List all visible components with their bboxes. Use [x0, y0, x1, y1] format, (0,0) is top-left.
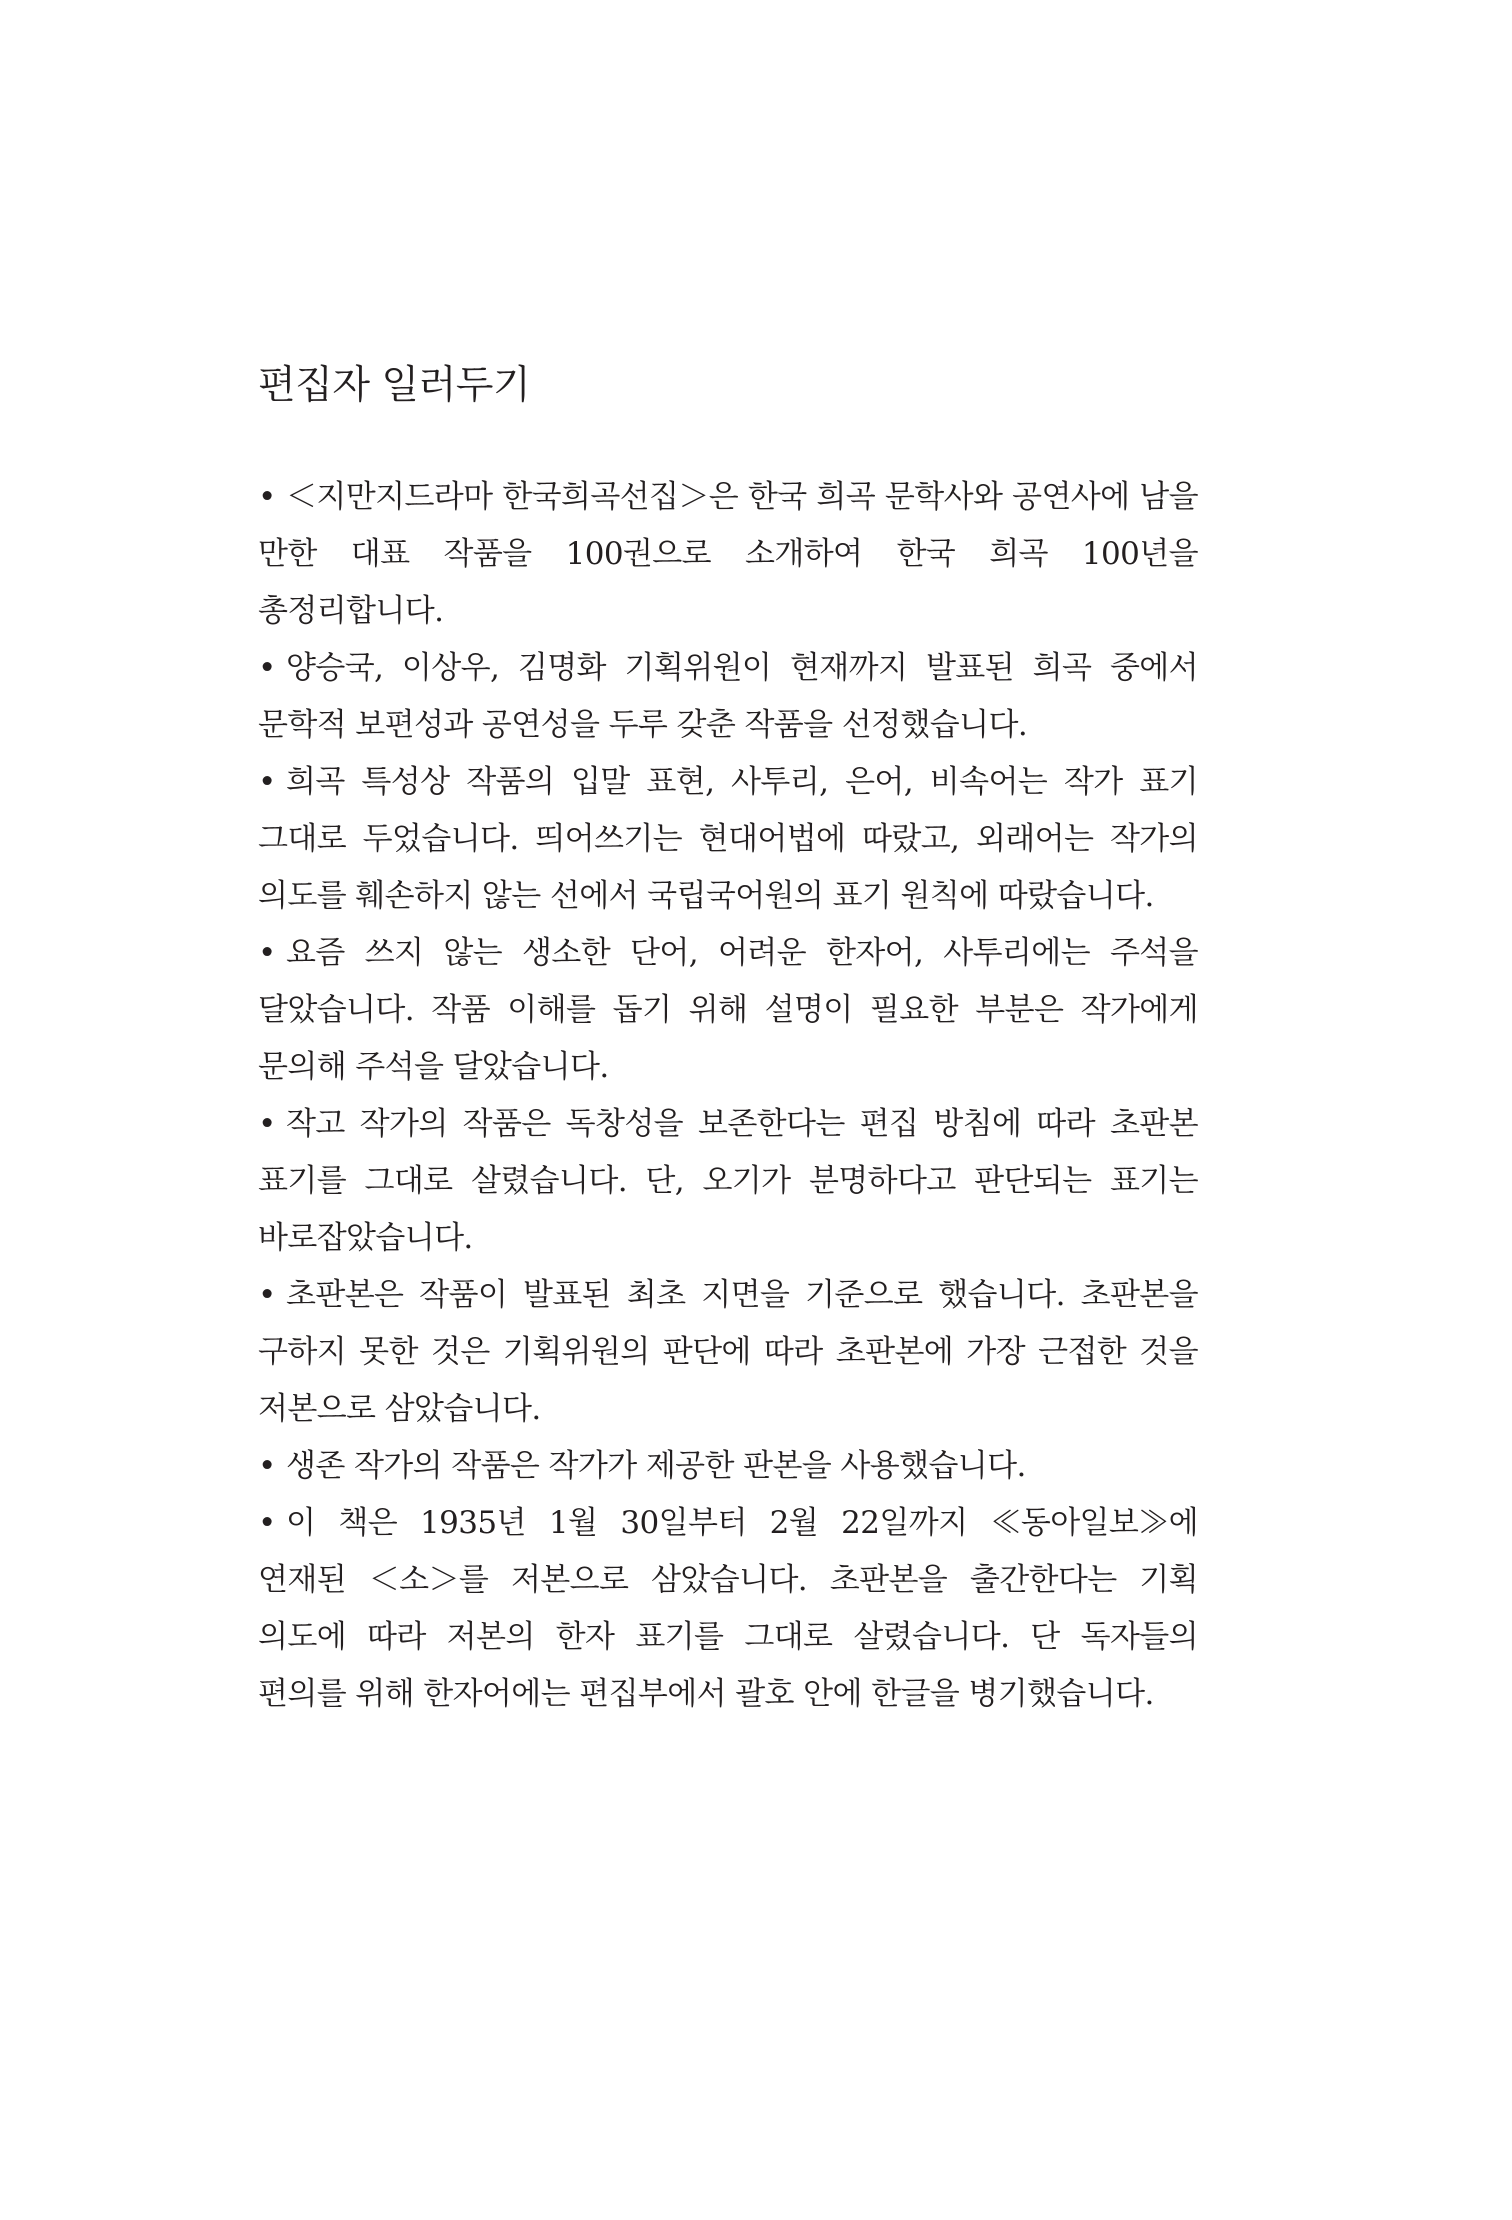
list-item — [258, 469, 1198, 640]
list-item — [258, 1267, 1198, 1438]
note-text: 요즘 쓰지 않는 생소한 단어, 어려운 한자어, 사투리에는 주석을 달았습니다. 작품 이해를 돕기 위해 설명이 필요한 부분은 작가에게 문의해 주석을 달았습니다. — [258, 935, 1198, 1085]
note-text: 생존 작가의 작품은 작가가 제공한 판본을 사용했습니다. — [286, 1448, 1026, 1484]
list-item — [258, 1438, 1198, 1495]
bullet-icon: • — [258, 935, 276, 971]
bullet-icon: • — [258, 650, 276, 686]
editor-notes-list — [258, 469, 1198, 1723]
list-item — [258, 754, 1198, 925]
note-text: 이 책은 1935년 1월 30일부터 2월 22일까지 ≪동아일보≫에 연재된 ＜소＞를 저본으로 삼았습니다. 초판본을 출간한다는 기획 의도에 따라 저본의 한자 표기를 그대로 살렸습니다. 단 독자들의 편의를 위해 한자어에는 편집부에서 괄호 안에 한글을 병기했습니다. — [258, 1505, 1198, 1712]
note-text: ＜지만지드라마 한국희곡선집＞은 한국 희곡 문학사와 공연사에 남을 만한 대표 작품을 100권으로 소개하여 한국 희곡 100년을 총정리합니다. — [258, 479, 1198, 629]
bullet-icon: • — [258, 764, 276, 800]
bullet-icon: • — [258, 1448, 276, 1484]
page-title: 편집자 일러두기 — [258, 363, 531, 408]
bullet-icon: • — [258, 1277, 276, 1313]
note-text: 양승국, 이상우, 김명화 기획위원이 현재까지 발표된 희곡 중에서 문학적 보편성과 공연성을 두루 갖춘 작품을 선정했습니다. — [258, 650, 1198, 743]
list-item — [258, 640, 1198, 754]
bullet-icon: • — [258, 1106, 276, 1142]
note-text: 작고 작가의 작품은 독창성을 보존한다는 편집 방침에 따라 초판본 표기를 그대로 살렸습니다. 단, 오기가 분명하다고 판단되는 표기는 바로잡았습니다. — [258, 1106, 1198, 1256]
list-item — [258, 925, 1198, 1096]
note-text: 초판본은 작품이 발표된 최초 지면을 기준으로 했습니다. 초판본을 구하지 못한 것은 기획위원의 판단에 따라 초판본에 가장 근접한 것을 저본으로 삼았습니다. — [258, 1277, 1198, 1427]
list-item — [258, 1495, 1198, 1723]
list-item — [258, 1096, 1198, 1267]
bullet-icon: • — [258, 1505, 276, 1541]
bullet-icon: • — [258, 479, 276, 515]
note-text: 희곡 특성상 작품의 입말 표현, 사투리, 은어, 비속어는 작가 표기 그대로 두었습니다. 띄어쓰기는 현대어법에 따랐고, 외래어는 작가의 의도를 훼손하지 않는 선에서 국립국어원의 표기 원칙에 따랐습니다. — [258, 764, 1198, 914]
